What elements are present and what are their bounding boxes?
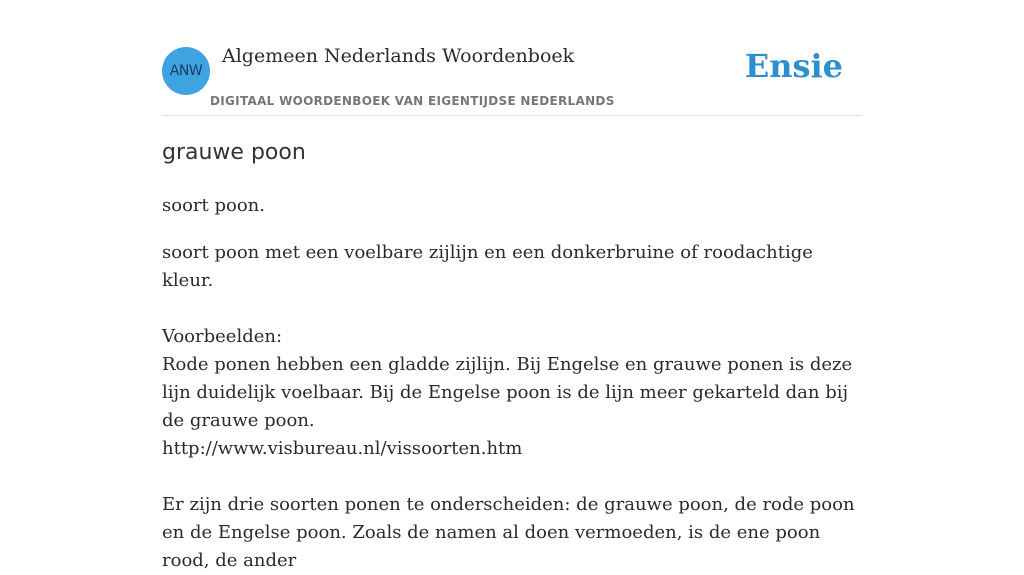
spacer: [162, 295, 862, 323]
ensie-brand-link[interactable]: Ensie: [744, 47, 843, 85]
anw-logo[interactable]: ANW: [162, 47, 210, 95]
examples-label: Voorbeelden:: [162, 326, 283, 347]
content-container: [162, 0, 862, 571]
site-subtitle: DIGITAAL WOORDENBOEK VAN EIGENTIJDSE NEDERLANDS: [210, 94, 615, 108]
spacer: [162, 463, 862, 491]
definition-text: soort poon met een voelbare zijlijn en een donkerbruine of roodachtige kleur.: [162, 242, 813, 291]
entry-body: [162, 239, 862, 575]
site-title[interactable]: Algemeen Nederlands Woordenboek: [222, 45, 575, 67]
example-text: Rode ponen hebben een gladde zijlijn. Bij Engelse en grauwe ponen is deze lijn duidelijk voelbaar. Bij de Engelse poon is de lijn meer gekarteld dan bij de grauwe poon.: [162, 354, 853, 431]
example-source-link[interactable]: http://www.visbureau.nl/vissoorten.htm: [162, 438, 523, 459]
entry-title: grauwe poon: [162, 140, 306, 165]
example-text: Er zijn drie soorten ponen te onderscheiden: de grauwe poon, de rode poon en de Engelse poon. Zoals de namen al doen vermoeden, is de ene poon rood, de ander: [162, 494, 855, 571]
short-definition: soort poon.: [162, 195, 265, 216]
site-header: [162, 0, 862, 116]
